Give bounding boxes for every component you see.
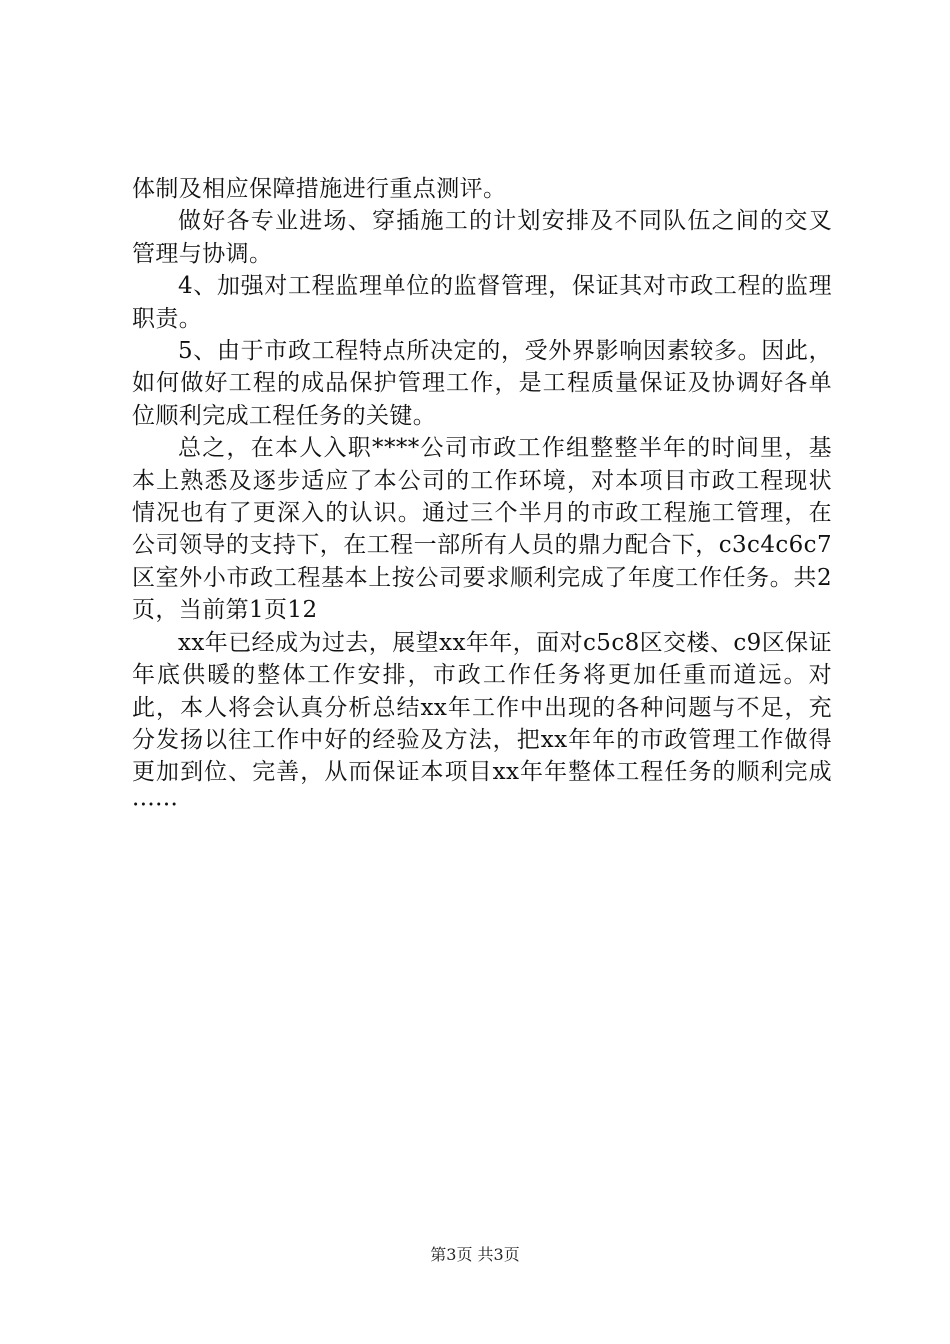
paragraph-outlook: xx年已经成为过去，展望xx年年，面对c5c8区交楼、c9区保证年底供暖的整体工作安排，市政工作任务将更加任重而道远。对此，本人将会认真分析总结xx年工作中出现的各种问题与不足，充分发扬以往工作中好的经验及方法，把xx年年的市政管理工作做得更加到位、完善，从而保证本项目xx年年整体工程任务的顺利完成······	[132, 629, 832, 818]
paragraph-continuation: 体制及相应保障措施进行重点测评。	[132, 176, 507, 202]
paragraph-item-5: 5、由于市政工程特点所决定的，受外界影响因素较多。因此，如何做好工程的成品保护管理工作，是工程质量保证及协调好各单位顺利完成工程任务的关键。	[132, 338, 832, 429]
document-body	[132, 173, 832, 821]
paragraph-summary: 总之，在本人入职****公司市政工作组整整半年的时间里，基本上熟悉及逐步适应了本公司的工作环境，对本项目市政工程现状情况也有了更深入的认识。通过三个半月的市政工程施工管理，在公司领导的支持下，在工程一部所有人员的鼎力配合下，c3c4c6c7区室外小市政工程基本上按公司要求顺利完成了年度工作任务。共2页，当前第1页12	[132, 435, 832, 624]
paragraph-item-4: 4、加强对工程监理单位的监督管理，保证其对市政工程的监理职责。	[132, 273, 832, 332]
paragraph-scheduling: 做好各专业进场、穿插施工的计划安排及不同队伍之间的交叉管理与协调。	[132, 208, 832, 267]
page-footer: 第3页 共3页	[430, 1245, 520, 1264]
